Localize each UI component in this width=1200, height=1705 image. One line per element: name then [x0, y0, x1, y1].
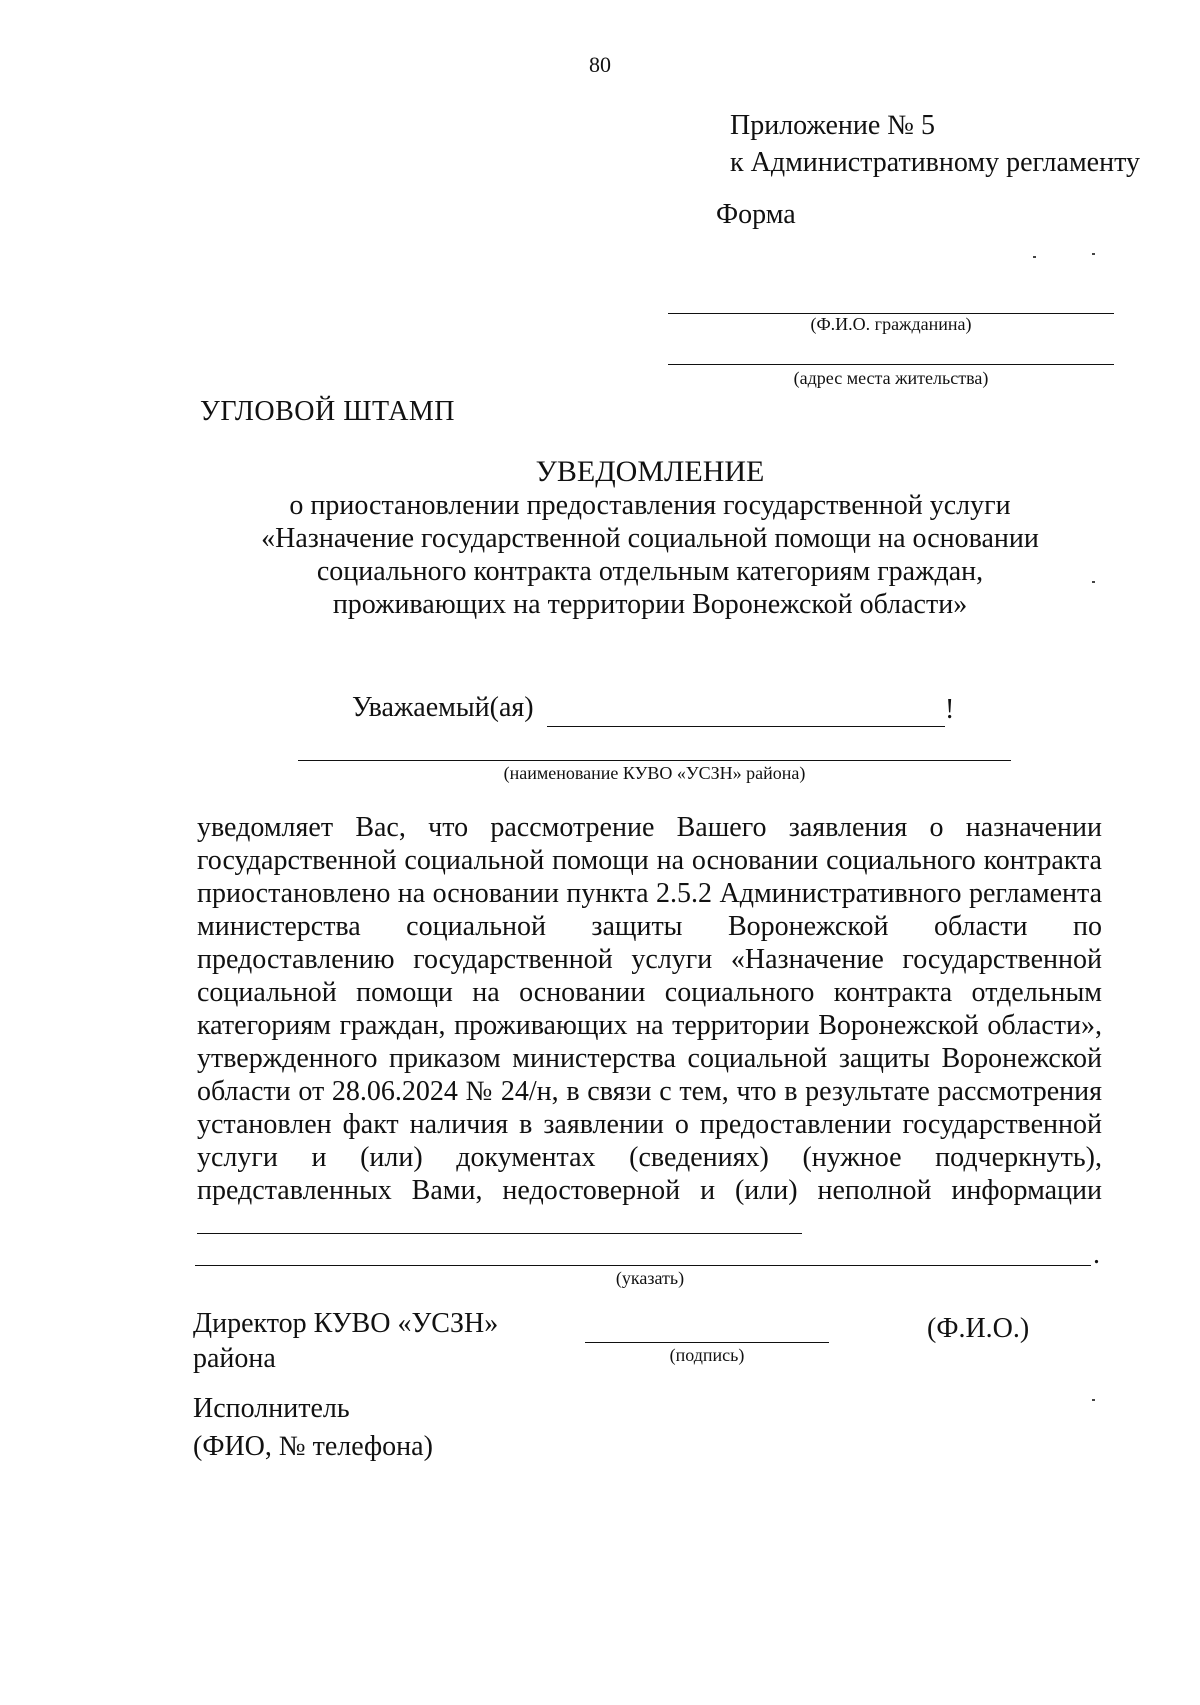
address-line	[668, 364, 1114, 365]
notice-body	[197, 811, 1102, 1242]
executor-contact: (ФИО, № телефона)	[193, 1431, 433, 1462]
executor-label: Исполнитель	[193, 1393, 350, 1424]
greeting-label: Уважаемый(ая)	[352, 692, 534, 723]
agency-name-line	[298, 760, 1011, 761]
signer-title	[193, 1306, 498, 1376]
corner-stamp-label: УГЛОВОЙ ШТАМП	[200, 396, 456, 427]
notice-heading: УВЕДОМЛЕНИЕ	[535, 455, 765, 488]
notice-body-paragraph: уведомляет Вас, что рассмотрение Вашего заявления о назначении государственной социальной помощи на основании социального контракта приостановлено на основании пункта 2.5.2 Административного регламента министерства социальной защиты Воронежской области по предоставлению государственной услуги «Назначение государственной социальной помощи на основании социального контракта отдельным категориям граждан, проживающих на территории Воронежской области», утвержденного приказом министерства социальной защиты Воронежской области от 28.06.2024 № 24/н, в связи с тем, что в результате рассмотрения установлен факт наличия в заявлении о предоставлении государственной услуги и (или) документах (сведениях) (нужное подчеркнуть), представленных Вами, недостоверной и (или)	[197, 812, 1102, 1206]
signer-title-line-1: Директор КУВО «УСЗН»	[193, 1308, 499, 1339]
address-caption: (адрес места жительства)	[793, 368, 989, 388]
notice-title	[160, 455, 1140, 621]
executor-block	[193, 1390, 433, 1466]
agency-name-caption: (наименование КУВО «УСЗН» района)	[503, 763, 806, 783]
reason-blank-line-2	[195, 1265, 1091, 1266]
citizen-name-caption: (Ф.И.О. гражданина)	[810, 314, 972, 334]
page-number: 80	[589, 52, 611, 77]
notice-subtitle-line-1: о приостановлении предоставления государственной услуги	[289, 490, 1011, 521]
notice-subtitle-line-4: проживающих на территории Воронежской области»	[332, 589, 968, 620]
reason-blank-line	[197, 1207, 802, 1234]
appendix-header	[730, 107, 1140, 181]
signer-title-line-2: района	[193, 1343, 276, 1374]
scan-speck	[1092, 253, 1095, 255]
notice-subtitle-line-2: «Назначение государственной социальной помощи на основании	[261, 523, 1039, 554]
scan-speck	[1092, 1399, 1095, 1401]
greeting-exclamation: !	[945, 694, 955, 725]
greeting-name-line	[547, 726, 945, 727]
signature-caption: (подпись)	[669, 1345, 745, 1365]
specify-caption: (указать)	[615, 1268, 685, 1288]
signature-line	[585, 1342, 829, 1343]
reason-end-period: .	[1093, 1239, 1100, 1270]
signer-fio: (Ф.И.О.)	[927, 1313, 1030, 1344]
scan-speck	[1033, 256, 1036, 258]
notice-body-last-line: неполной информации	[817, 1175, 1103, 1206]
form-label: Форма	[716, 199, 796, 230]
appendix-line-1: Приложение № 5	[730, 110, 935, 141]
notice-subtitle-line-3: социального контракта отдельным категориям граждан,	[316, 556, 984, 587]
appendix-line-2: к Административному регламенту	[730, 147, 1140, 178]
